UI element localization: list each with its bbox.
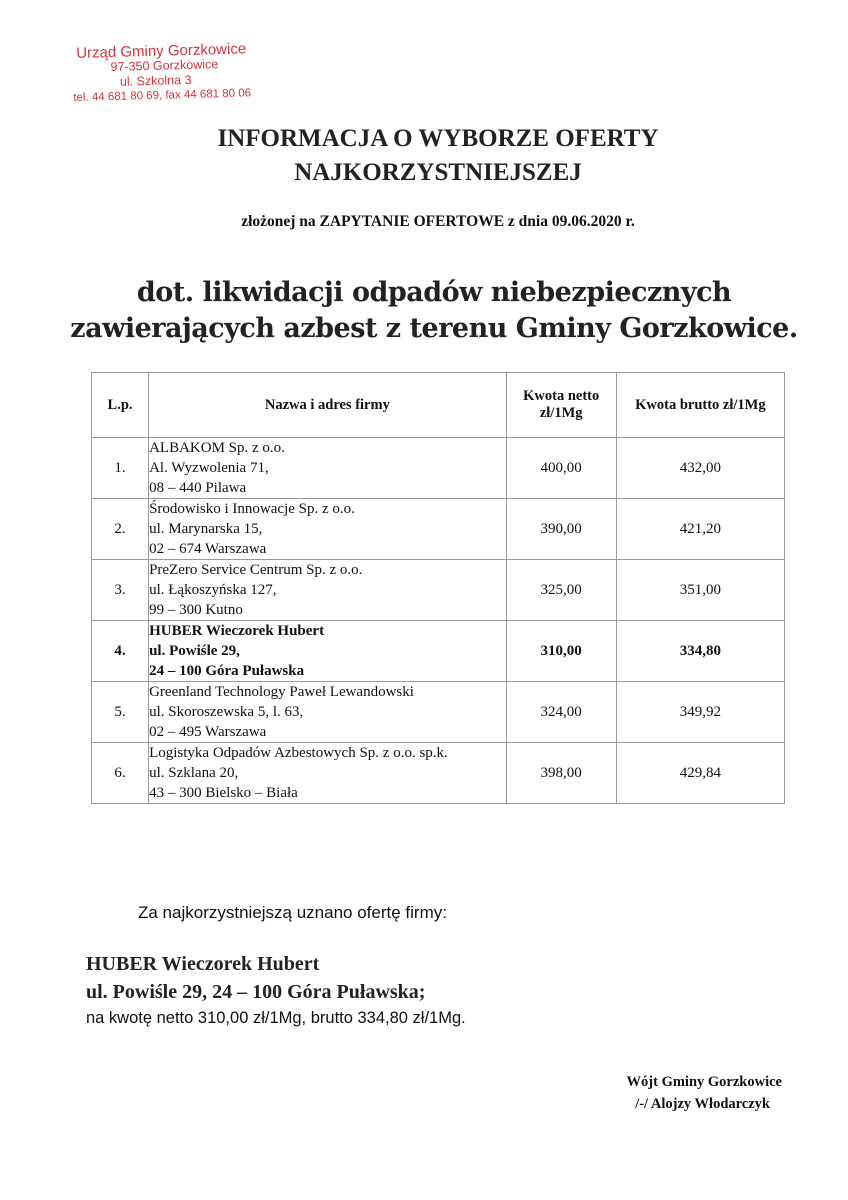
row-company [149, 560, 507, 621]
table-header-row [92, 373, 785, 438]
company-name: HUBER Wieczorek Hubert [149, 623, 325, 639]
document-title-line1: INFORMACJA O WYBORZE OFERTY [217, 125, 659, 152]
table-row [92, 682, 785, 743]
row-company [149, 438, 507, 499]
winner-amount: na kwotę netto 310,00 zł/1Mg, brutto 334,80 zł/1Mg. [86, 1009, 466, 1027]
row-gross-amount: 421,20 [616, 499, 784, 560]
row-gross-amount: 334,80 [616, 621, 784, 682]
topic-line1: dot. likwidacji odpadów niebezpiecznych [136, 277, 732, 308]
row-gross-amount: 351,00 [616, 560, 784, 621]
company-city: 02 – 674 Warszawa [149, 541, 267, 557]
company-city: 08 – 440 Pilawa [149, 480, 247, 496]
table-row [92, 438, 785, 499]
table-row [92, 621, 785, 682]
row-net-amount: 324,00 [506, 682, 616, 743]
row-number: 5. [92, 682, 149, 743]
row-net-amount: 325,00 [506, 560, 616, 621]
document-title-line2: NAJKORZYSTNIEJSZEJ [294, 159, 582, 186]
signature-name: /-/ Alojzy Włodarczyk [635, 1096, 770, 1112]
row-gross-amount: 432,00 [616, 438, 784, 499]
row-gross-amount: 349,92 [616, 682, 784, 743]
row-company [149, 621, 507, 682]
company-street: ul. Powiśle 29, [149, 643, 240, 659]
company-name: PreZero Service Centrum Sp. z o.o. [149, 562, 363, 578]
company-city: 24 – 100 Góra Puławska [149, 663, 305, 679]
header-company: Nazwa i adres firmy [149, 373, 507, 438]
company-name: ALBAKOM Sp. z o.o. [149, 440, 285, 456]
company-city: 99 – 300 Kutno [149, 602, 243, 618]
stamp-street: ul. Szkolna 3 [119, 72, 192, 89]
row-net-amount: 390,00 [506, 499, 616, 560]
company-name: Środowisko i Innowacje Sp. z o.o. [149, 501, 355, 517]
company-street: ul. Skoroszewska 5, l. 63, [149, 704, 304, 720]
company-name: Greenland Technology Paweł Lewandowski [149, 684, 414, 700]
winner-company: HUBER Wieczorek Hubert [86, 953, 320, 975]
row-number: 2. [92, 499, 149, 560]
row-number: 6. [92, 743, 149, 804]
offers-table [91, 372, 785, 804]
row-net-amount: 310,00 [506, 621, 616, 682]
company-street: ul. Łąkoszyńska 127, [149, 582, 277, 598]
office-stamp [72, 41, 274, 106]
row-number: 3. [92, 560, 149, 621]
table-row [92, 743, 785, 804]
company-city: 43 – 300 Bielsko – Biała [149, 785, 298, 801]
document-subtitle: złożonej na ZAPYTANIE OFERTOWE z dnia 09.06.2020 r. [241, 213, 635, 230]
header-gross-amount: Kwota brutto zł/1Mg [616, 373, 784, 438]
header-net-amount [506, 373, 616, 438]
company-city: 02 – 495 Warszawa [149, 724, 267, 740]
company-street: ul. Szklana 20, [149, 765, 239, 781]
company-street: ul. Marynarska 15, [149, 521, 263, 537]
row-gross-amount: 429,84 [616, 743, 784, 804]
stamp-postal-code: 97-350 Gorzkowice [110, 57, 219, 74]
stamp-phone-fax: tel. 44 681 80 69, fax 44 681 80 06 [73, 87, 252, 104]
row-number: 1. [92, 438, 149, 499]
company-street: Al. Wyzwolenia 71, [149, 460, 269, 476]
conclusion-intro: Za najkorzystniejszą uznano ofertę firmy: [138, 903, 447, 922]
header-lp: L.p. [92, 373, 149, 438]
signature-title: Wójt Gminy Gorzkowice [626, 1074, 782, 1090]
header-net-line1: Kwota netto [523, 388, 600, 404]
row-company [149, 743, 507, 804]
row-net-amount: 400,00 [506, 438, 616, 499]
topic-line2: zawierających azbest z terenu Gminy Gorzkowice. [70, 313, 798, 344]
header-net-line2: zł/1Mg [539, 405, 583, 421]
company-name: Logistyka Odpadów Azbestowych Sp. z o.o. sp.k. [149, 745, 448, 761]
row-company [149, 499, 507, 560]
stamp-office-name: Urząd Gminy Gorzkowice [75, 40, 247, 62]
row-net-amount: 398,00 [506, 743, 616, 804]
row-company [149, 682, 507, 743]
winner-address: ul. Powiśle 29, 24 – 100 Góra Puławska; [86, 981, 426, 1003]
table-row [92, 560, 785, 621]
row-number: 4. [92, 621, 149, 682]
table-row [92, 499, 785, 560]
